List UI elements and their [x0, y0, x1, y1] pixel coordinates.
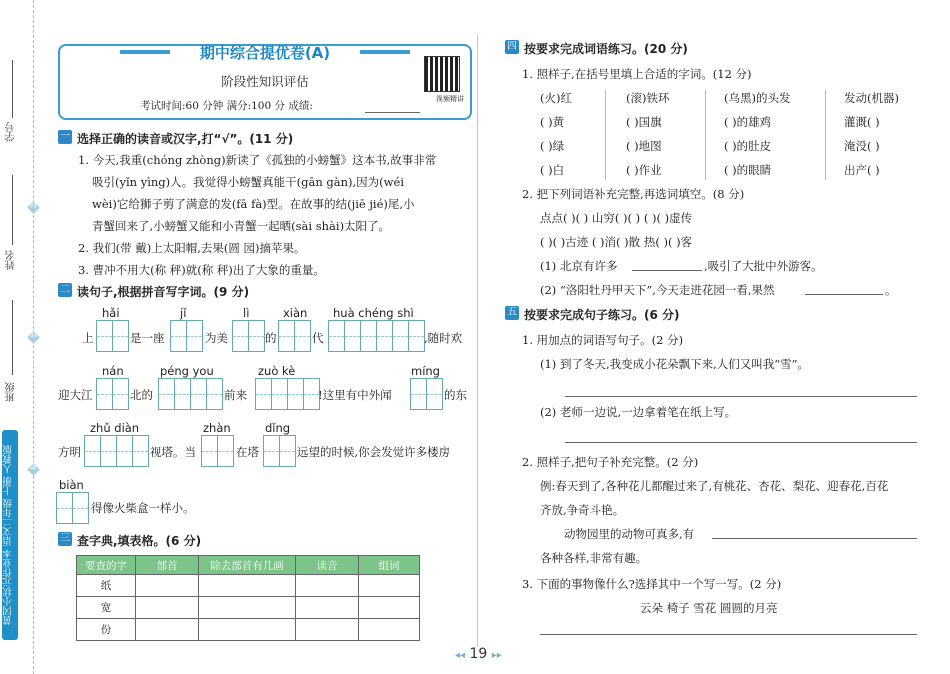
writing-box[interactable]	[410, 378, 443, 410]
qr-label: 视频精讲	[436, 95, 464, 103]
writing-box[interactable]	[232, 320, 265, 352]
writing-box[interactable]	[170, 320, 203, 352]
table-row: 纸	[77, 575, 420, 597]
prev-arrow-icon: ◂◂	[455, 650, 466, 661]
table-row: 份	[77, 619, 420, 641]
s1-q3: 3. 曹冲不用大(称 秤)就(称 秤)出了大象的重量。	[78, 263, 325, 277]
name-label: 姓名	[6, 250, 17, 270]
writing-box[interactable]	[263, 435, 296, 467]
writing-box[interactable]	[84, 435, 149, 467]
exam-header	[58, 44, 472, 120]
student-id-label: 学号	[6, 122, 17, 142]
section-2-title: 读句子,根据拼音写字词。(9 分)	[77, 285, 250, 299]
next-arrow-icon: ▸▸	[491, 650, 502, 661]
s1-q1-line4: 青蟹回来了,小螃蟹又能和小青蟹一起晒(sài shài)太阳了。	[92, 219, 391, 233]
qr-code-icon[interactable]	[424, 56, 460, 92]
exam-title: 期中综合提优卷(A)	[199, 44, 331, 62]
s1-q1-line1: 1. 今天,我重(chóng zhòng)新读了《孤独的小螃蟹》这本书,故事非常	[78, 153, 437, 167]
writing-box[interactable]	[328, 320, 425, 352]
writing-box[interactable]	[278, 320, 311, 352]
section-1-number: 一	[60, 131, 70, 142]
section-5-number: 五	[507, 307, 517, 318]
writing-box[interactable]	[96, 378, 129, 410]
class-label: 班级	[6, 382, 17, 402]
section-1-title: 选择正确的读音或汉字,打“√”。(11 分)	[77, 132, 294, 146]
section-3-title: 查字典,填表格。(6 分)	[77, 534, 202, 548]
table-row: 宽	[77, 597, 420, 619]
section-3-number: 三	[60, 533, 70, 544]
exam-info: 考试时间:60 分钟 满分:100 分 成绩:	[140, 100, 313, 112]
section-5-title: 按要求完成句子练习。(6 分)	[524, 308, 680, 322]
s1-q1-line3: wèi)它给狮子剪了满意的发(fā fà)型。在故事的结(jiē jié)尾,小	[92, 197, 415, 211]
exam-subtitle: 阶段性知识评估	[221, 74, 309, 89]
s4-q2: 2. 把下列词语补充完整,再选词填空。(8 分)	[522, 187, 745, 201]
page-number: ◂◂ 19 ▸▸	[455, 646, 502, 662]
section-4-title: 按要求完成词语练习。(20 分)	[524, 42, 688, 56]
writing-box[interactable]	[96, 320, 129, 352]
section-4-number: 四	[507, 41, 517, 52]
s1-q1-line2: 吸引(yǐn yìng)人。我觉得小螃蟹真能干(gān gàn),因为(wéi	[92, 175, 404, 189]
s1-q2: 2. 我们(带 戴)上太阳帽,去果(圆 园)摘苹果。	[78, 241, 306, 255]
section-2-number: 二	[60, 284, 70, 295]
writing-box[interactable]	[255, 378, 320, 410]
binding-strip: 学号 封 姓名 线 班级 密 黄冈小状元作业本 语文二年级 上册 人教版	[0, 0, 42, 674]
series-label: 黄冈小状元作业本 语文二年级 上册 人教版	[2, 430, 18, 640]
writing-box[interactable]	[56, 492, 89, 524]
writing-box[interactable]	[158, 378, 223, 410]
s4-q1: 1. 照样子,在括号里填上合适的字词。(12 分)	[522, 67, 752, 81]
writing-box[interactable]	[201, 435, 234, 467]
dictionary-table: 要查的字 部首 除去部首有几画 读音 组词 纸 宽 份	[76, 555, 420, 641]
